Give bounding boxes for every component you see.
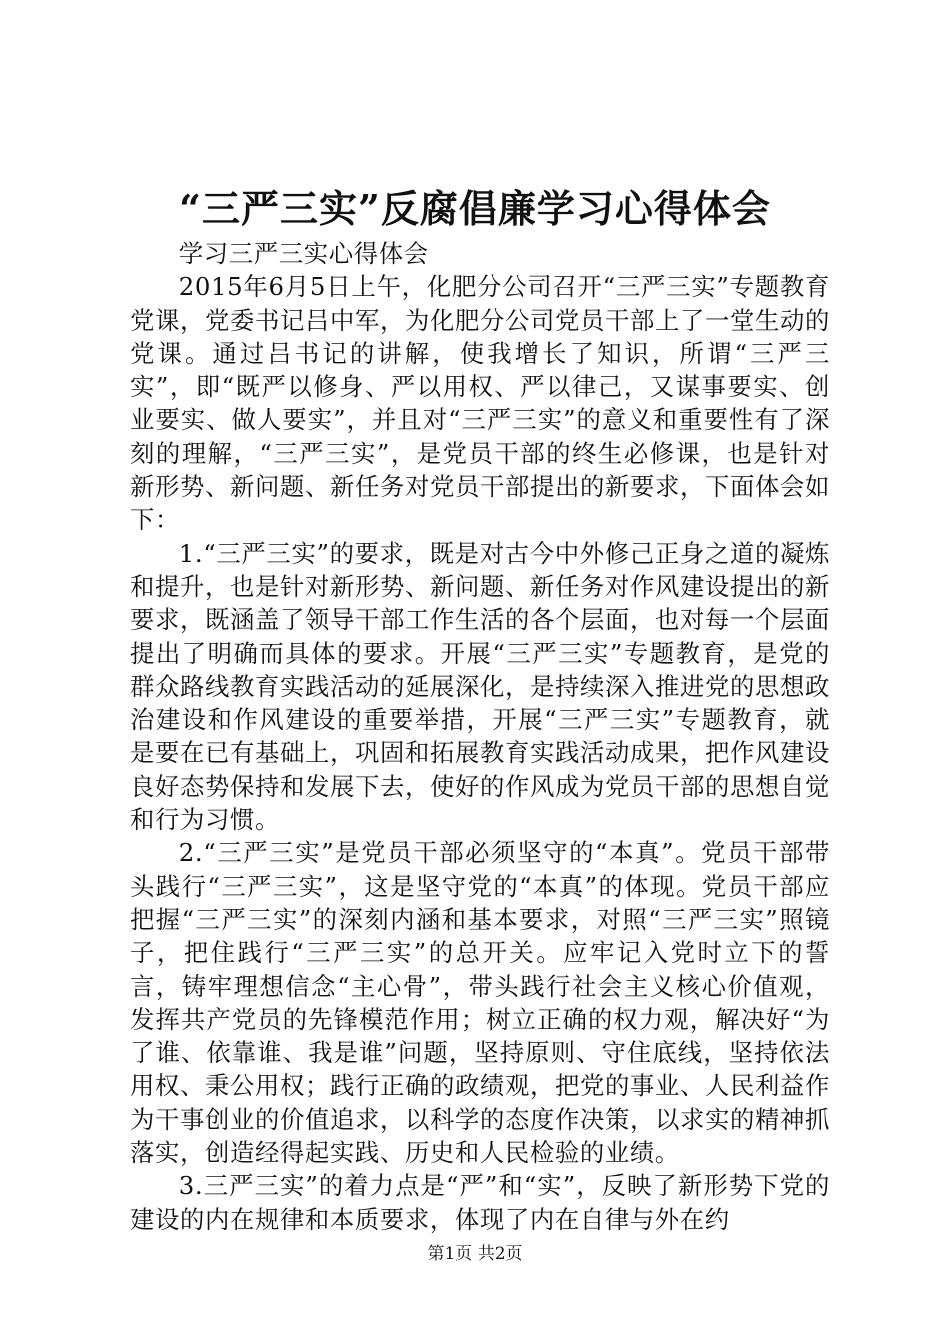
paragraph-intro: 2015年6月5日上午，化肥分公司召开“三严三实”专题教育党课，党委书记吕中军，为化肥分公司党员干部上了一堂生动的党课。通过吕书记的讲解，使我增长了知识，所谓“三严三实”，即“既严以修身、严以用权、严以律己，又谋事要实、创业要实、做人要实”，并且对“三严三实”的意义和重要性有了深刻的理解，“三严三实”，是党员干部的终生必修课，也是针对新形势、新问题、新任务对党员干部提出的新要求，下面体会如下： [130, 272, 830, 535]
document-title: “三严三实”反腐倡廉学习心得体会 [179, 186, 771, 231]
paragraph-point-2: 2.“三严三实”是党员干部必须坚守的“本真”。党员干部带头践行“三严三实”，这是坚守党的“本真”的体现。党员干部应把握“三严三实”的深刻内涵和基本要求，对照“三严三实”照镜子，把住践行“三严三实”的总开关。应牢记入党时立下的誓言，铸牢理想信念“主心骨”，带头践行社会主义核心价值观，发挥共产党员的先锋模范作用；树立正确的权力观，解决好“为了谁、依靠谁、我是谁”问题，坚持原则、守住底线，坚持依法用权、秉公用权；践行正确的政绩观，把党的事业、人民利益作为干事创业的价值追求，以科学的态度作决策，以求实的精神抓落实，创造经得起实践、历史和人民检验的业绩。 [130, 838, 830, 1168]
paragraph-point-3: 3.三严三实”的着力点是“严”和“实”，反映了新形势下党的建设的内在规律和本质要求，体现了内在自律与外在约 [130, 1171, 830, 1234]
page-number-footer: 第1页 共2页 [427, 1244, 523, 1264]
document-body [130, 237, 830, 1236]
paragraph-subtitle: 学习三严三实心得体会 [178, 239, 429, 268]
paragraph-point-1: 1.“三严三实”的要求，既是对古今中外修己正身之道的凝炼和提升，也是针对新形势、新问题、新任务对作风建设提出的新要求，既涵盖了领导干部工作生活的各个层面，也对每一个层面提出了明确而具体的要求。开展“三严三实”专题教育，是党的群众路线教育实践活动的延展深化，是持续深入推进党的思想政治建设和作风建设的重要举措，开展“三严三实”专题教育，就是要在已有基础上，巩固和拓展教育实践活动成果，把作风建设良好态势保持和发展下去，使好的作风成为党员干部的思想自觉和行为习惯。 [130, 538, 830, 835]
